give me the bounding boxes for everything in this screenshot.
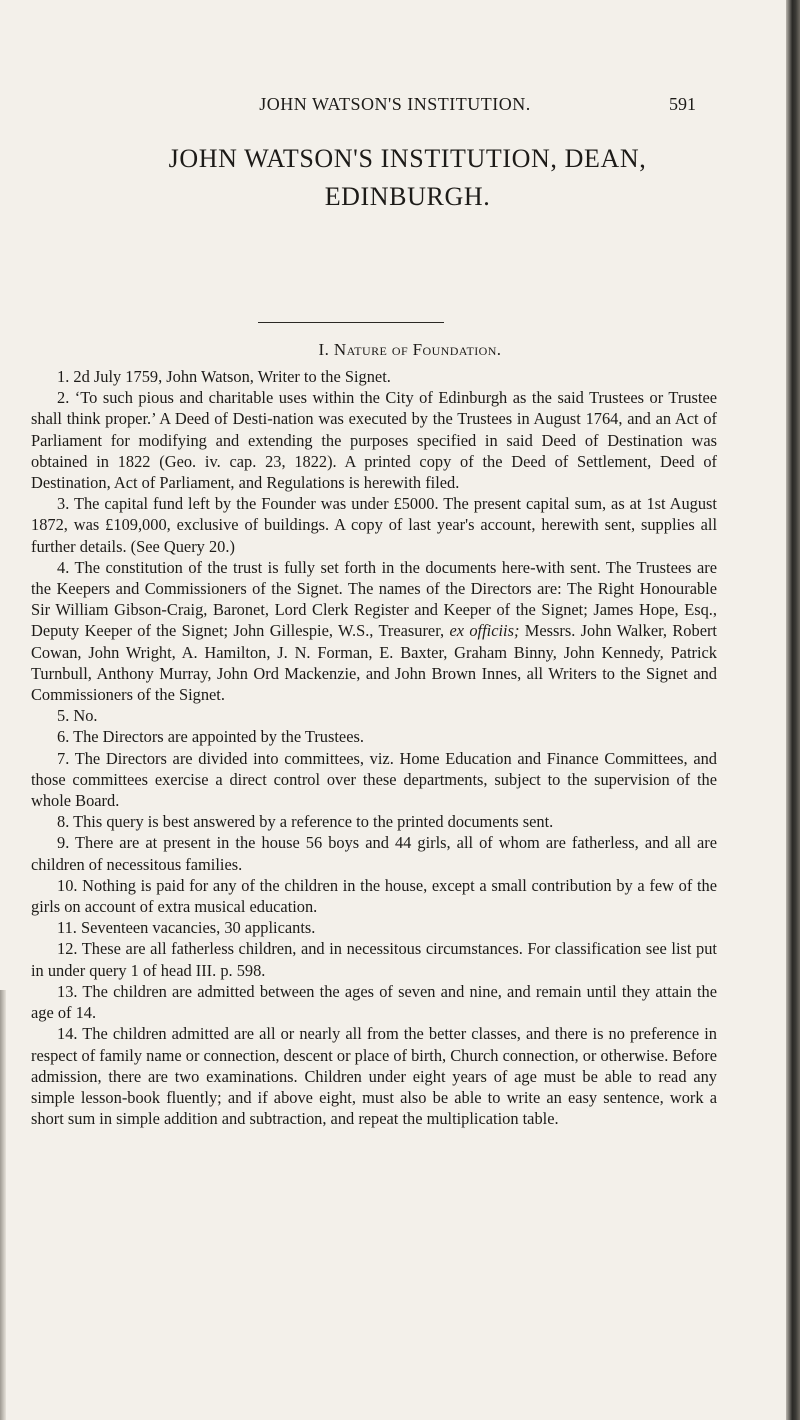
page-edge-shadow — [786, 0, 800, 1420]
paragraph-6: 6. The Directors are appointed by the Trustees. — [57, 727, 364, 747]
paragraph-1: 1. 2d July 1759, John Watson, Writer to the Signet. — [57, 367, 391, 386]
body-text — [31, 366, 717, 1129]
section-heading: I. Nature of Foundation. — [318, 340, 502, 359]
paragraph-9: 9. There are at present in the house 56 boys and 44 girls, all of whom are fatherless, and all are children of necessitous families. — [31, 833, 717, 874]
page-number: 591 — [669, 94, 696, 114]
paragraph-5: 5. No. — [57, 706, 98, 726]
paragraph-13: 13. The children are admitted between the ages of seven and nine, and remain until they attain the age of 14. — [31, 981, 717, 1023]
paragraph-4-italic: ex officiis; — [449, 621, 520, 641]
paragraph-12: 12. These are all fatherless children, and in necessitous circumstances. For classification see list put in under query 1 of head III. p. 598. — [31, 939, 717, 980]
title-rule — [258, 322, 444, 323]
paragraph-14: 14. The children admitted are all or nearly all from the better classes, and there is no preference in respect of family name or connection, descent or place of birth, Church connection, or otherwise. Before admission, there are two examinations. Children under eight years of age must be able to read any simple lesson-book fluently; and if above eight, must also be able to write an easy sentence, work a short sum in simple addition and subtraction, and repeat the multiplication table. — [31, 1024, 717, 1129]
paragraph-11: 11. Seventeen vacancies, 30 applicants. — [57, 918, 316, 938]
page-edge-left — [0, 990, 6, 1420]
paragraph-8: 8. This query is best answered by a reference to the printed documents sent. — [57, 812, 554, 832]
paragraph-4 — [31, 557, 717, 705]
paragraph-10: 10. Nothing is paid for any of the children in the house, except a small contribution by a few of the girls on account of extra musical education. — [31, 875, 717, 917]
paragraph-4-tail: Messrs. John Walker, Robert Cowan, John Wright, A. Hamilton, J. N. Forman, E. Baxter, Graham Binny, John Kennedy, Patrick Turnbull, Anthony Murray, John Ord Mackenzie, and John Brown Innes, all Writers to the Signet and Commissioners of the Signet. — [31, 621, 717, 705]
title-line-1: JOHN WATSON'S INSTITUTION, DEAN, — [168, 144, 647, 173]
page-title — [90, 140, 725, 216]
paragraph-3: 3. The capital fund left by the Founder was under £5000. The present capital sum, as at 1st August 1872, was £109,000, exclusive of buildings. A copy of last year's account, herewith sent, supplies all further details. (See Query 20.) — [31, 494, 717, 556]
paragraph-7: 7. The Directors are divided into committees, viz. Home Education and Finance Committees, and those committees exercise a direct control over these departments, subject to the supervision of the whole Board. — [31, 748, 717, 811]
title-line-2: EDINBURGH. — [324, 182, 491, 211]
paragraph-4-text: 4. The constitution of the trust is fully set forth in the documents here-with sent. The Trustees are the Keepers and Commissioners of the Signet. The names of the Directors are: The Right Honourable Sir William Gibson-Craig, Baronet, Lord Clerk Register and Keeper of the Signet; James Hope, Esq., Deputy Keeper of the Signet; John Gillespie, W.S., Treasurer, — [31, 557, 717, 641]
paragraph-2: 2. ‘To such pious and charitable uses within the City of Edinburgh as the said Trustees or Trustee shall think proper.’ A Deed of Desti-nation was executed by the Trustees in August 1764, and an Act of Parliament for modifying and extending the purposes specified in said Deed of Destination was obtained in 1822 (Geo. iv. cap. 23, 1822). A printed copy of the Deed of Settlement, Deed of Destination, Act of Parliament, and Regulations is herewith filed. — [31, 388, 717, 493]
running-head: JOHN WATSON'S INSTITUTION. — [259, 94, 531, 114]
